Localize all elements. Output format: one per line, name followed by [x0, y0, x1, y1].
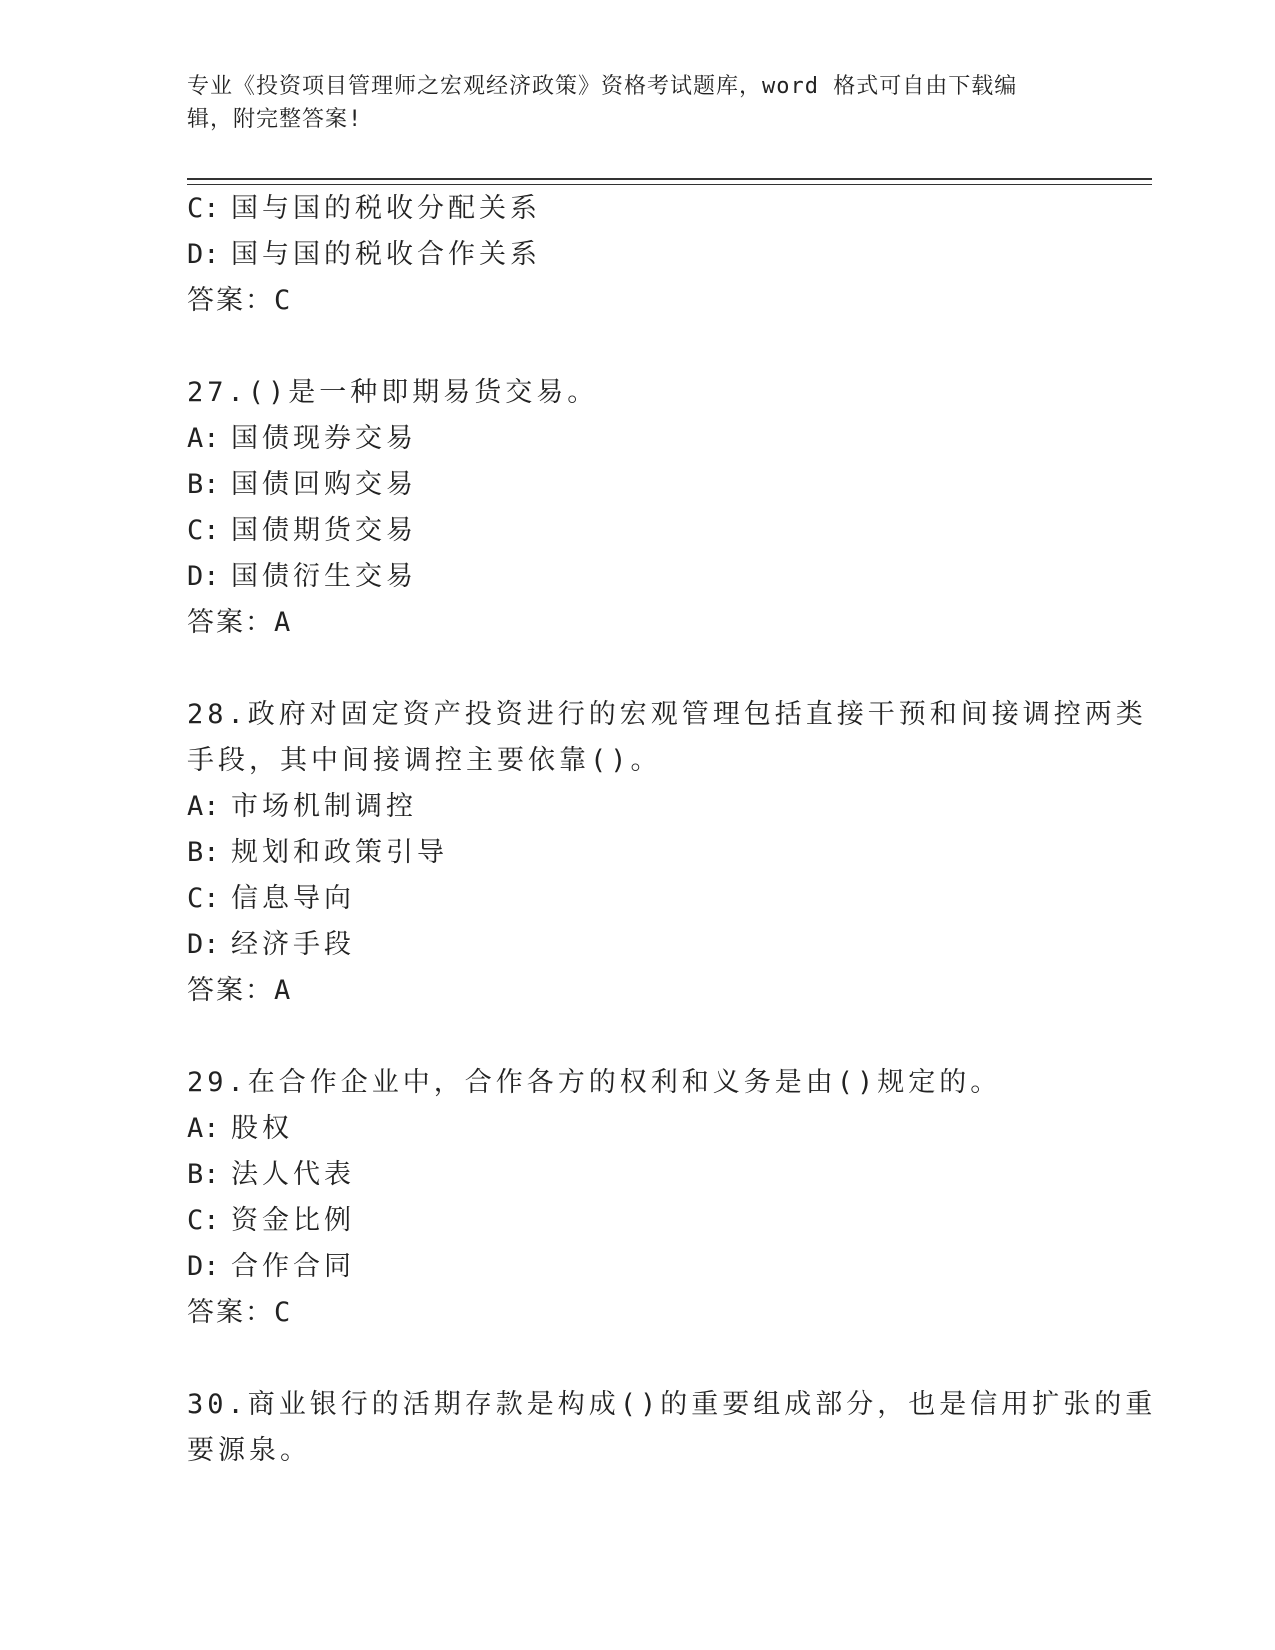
- answer-value: A: [274, 607, 293, 638]
- header-line-2: 辑，附完整答案!: [187, 107, 363, 132]
- answer-label: 答案：: [187, 975, 274, 1006]
- question-30: [187, 1382, 1157, 1474]
- answer-value: C: [274, 285, 293, 316]
- option-c: C: 资金比例: [187, 1205, 355, 1236]
- option-a: A: 国债现券交易: [187, 423, 417, 454]
- option-b: B: 国债回购交易: [187, 469, 417, 500]
- header-rule-thin: [187, 184, 1152, 185]
- option-b: B: 法人代表: [187, 1159, 355, 1190]
- question-27: [187, 370, 1087, 646]
- answer-line: [187, 1290, 1087, 1336]
- question-stem-line-2: 手段，其中间接调控主要依靠()。: [187, 745, 662, 776]
- answer-value: A: [274, 975, 293, 1006]
- option-c: C: 国与国的税收分配关系: [187, 193, 541, 224]
- answer-line: [187, 278, 1087, 324]
- header-line-1: 专业《投资项目管理师之宏观经济政策》资格考试题库，word 格式可自由下载编: [187, 74, 1018, 99]
- option-d: D: 合作合同: [187, 1251, 355, 1282]
- option-a: A: 市场机制调控: [187, 791, 417, 822]
- option-d: D: 国债衍生交易: [187, 561, 417, 592]
- option-a: A: 股权: [187, 1113, 293, 1144]
- answer-value: C: [274, 1297, 293, 1328]
- question-stem: 29.在合作企业中，合作各方的权利和义务是由()规定的。: [187, 1067, 1002, 1098]
- question-stem-line-2: 要源泉。: [187, 1435, 311, 1466]
- answer-label: 答案：: [187, 1297, 274, 1328]
- question-29: [187, 1060, 1087, 1336]
- answer-label: 答案：: [187, 285, 274, 316]
- option-d: D: 经济手段: [187, 929, 355, 960]
- document-header: [187, 70, 1087, 136]
- question-stem-line-1: 30.商业银行的活期存款是构成()的重要组成部分，也是信用扩张的重: [187, 1389, 1157, 1420]
- question-28: [187, 692, 1147, 1014]
- answer-line: [187, 600, 1087, 646]
- header-rule-thick: [187, 178, 1152, 180]
- question-partial: [187, 186, 1087, 324]
- option-d: D: 国与国的税收合作关系: [187, 239, 541, 270]
- option-c: C: 国债期货交易: [187, 515, 417, 546]
- answer-label: 答案：: [187, 607, 274, 638]
- question-stem: 27.()是一种即期易货交易。: [187, 377, 599, 408]
- option-b: B: 规划和政策引导: [187, 837, 448, 868]
- option-c: C: 信息导向: [187, 883, 355, 914]
- question-list: [187, 186, 1157, 1474]
- answer-line: [187, 968, 1087, 1014]
- question-stem-line-1: 28.政府对固定资产投资进行的宏观管理包括直接干预和间接调控两类: [187, 699, 1147, 730]
